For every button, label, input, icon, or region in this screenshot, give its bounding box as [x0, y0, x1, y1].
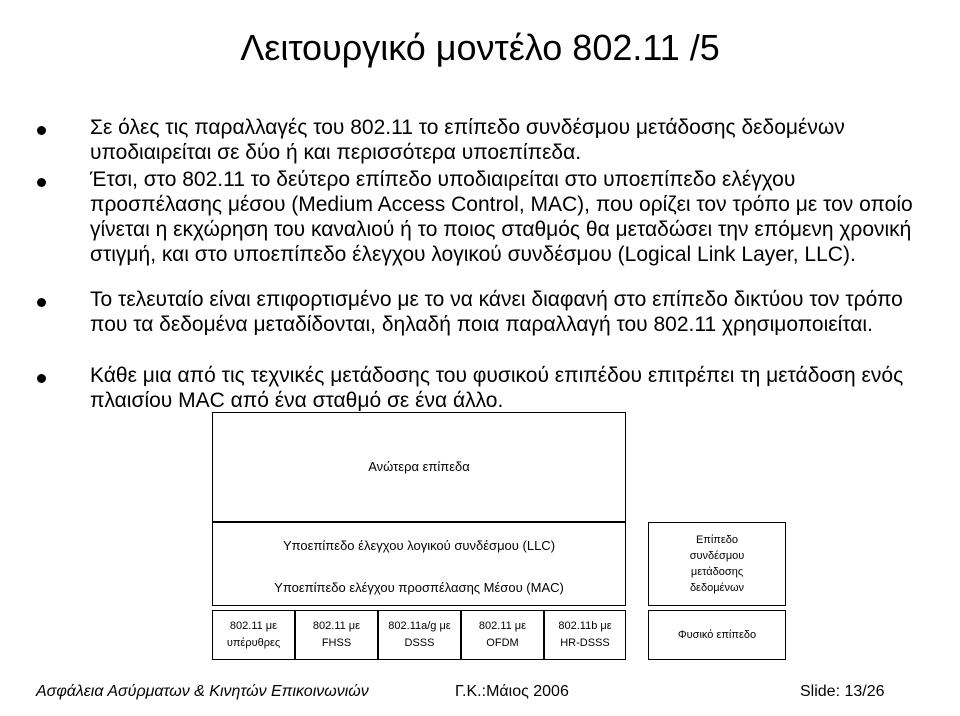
mac-label: Υποεπίπεδο ελέγχου προσπέλασης Μέσου (MAC) [274, 580, 564, 595]
data-link-layer-label: Επίπεδο συνδέσμου μετάδοσης δεδομένων [689, 534, 745, 594]
footer-author-date: Γ.Κ.:Μάιος 2006 [455, 683, 569, 700]
physical-layer-box [648, 610, 786, 660]
bullet-dot-icon [37, 374, 46, 383]
data-link-box [212, 522, 626, 606]
footer-slide-number: Slide: 13/26 [800, 683, 885, 700]
data-link-layer-box [648, 522, 786, 606]
bullet-dot-icon [37, 298, 46, 307]
bullet-dot-icon [37, 126, 46, 135]
llc-label: Υποεπίπεδο έλεγχου λογικού συνδέσμου (LLC) [282, 538, 556, 553]
bullet-text: Έτσι, στο 802.11 το δεύτερο επίπεδο υποδιαιρείται στο υποεπίπεδο ελέγχου προσπέλασης μέσου (Medium Access Control, MAC), που ορίζει τον τρόπο με τον οποίο γίνεται η εκχώρηση του καναλιού ή το ποιος σταθμός θα μεταδώσει την επόμενη χρονική στιγμή, και στο υποεπίπεδο έλεγχου λογικού συνδέσμου (Logical Link Layer, LLC). [90, 168, 913, 266]
phy-variant-label: 802.11b με HR-DSSS [558, 620, 612, 649]
phy-variant-label: 802.11 με FHSS [312, 620, 361, 649]
physical-layer-label: Φυσικό επίπεδο [677, 629, 757, 641]
phy-variant-label: 802.11a/g με DSSS [388, 620, 451, 649]
phy-variant-box [212, 610, 295, 660]
upper-layers-label: Ανώτερα επίπεδα [368, 459, 470, 474]
phy-variant-box [378, 610, 461, 660]
bullet-text: Κάθε μια από τις τεχνικές μετάδοσης του φυσικού επιπέδου επιτρέπει τη μετάδοση ενός πλαισίου MAC από ένα σταθμό σε ένα άλλο. [90, 364, 904, 412]
bullet-text: Σε όλες τις παραλλαγές του 802.11 το επίπεδο συνδέσμου μετάδοσης δεδομένων υποδιαιρείται σε δύο ή και περισσότερα υποεπίπεδα. [90, 116, 845, 164]
bullet-text: Το τελευταίο είναι επιφορτισμένο με το να κάνει διαφανή στο επίπεδο δικτύου τον τρόπο που τα δεδομένα μεταδίδονται, δηλαδή ποια παραλλαγή του 802.11 χρησιμοποιείται. [90, 288, 903, 336]
phy-variant-label: 802.11 με υπέρυθρες [226, 620, 281, 649]
footer-course: Ασφάλεια Ασύρματων & Κινητών Επικοινωνιών [36, 683, 369, 700]
slide-title: Λειτουργικό μοντέλο 802.11 /5 [240, 27, 720, 68]
phy-variant-box [295, 610, 378, 660]
phy-variant-label: 802.11 με OFDM [478, 620, 527, 649]
upper-layers-box [212, 412, 626, 522]
phy-variant-box [544, 610, 626, 660]
phy-variant-box [461, 610, 544, 660]
bullet-dot-icon [37, 178, 46, 187]
